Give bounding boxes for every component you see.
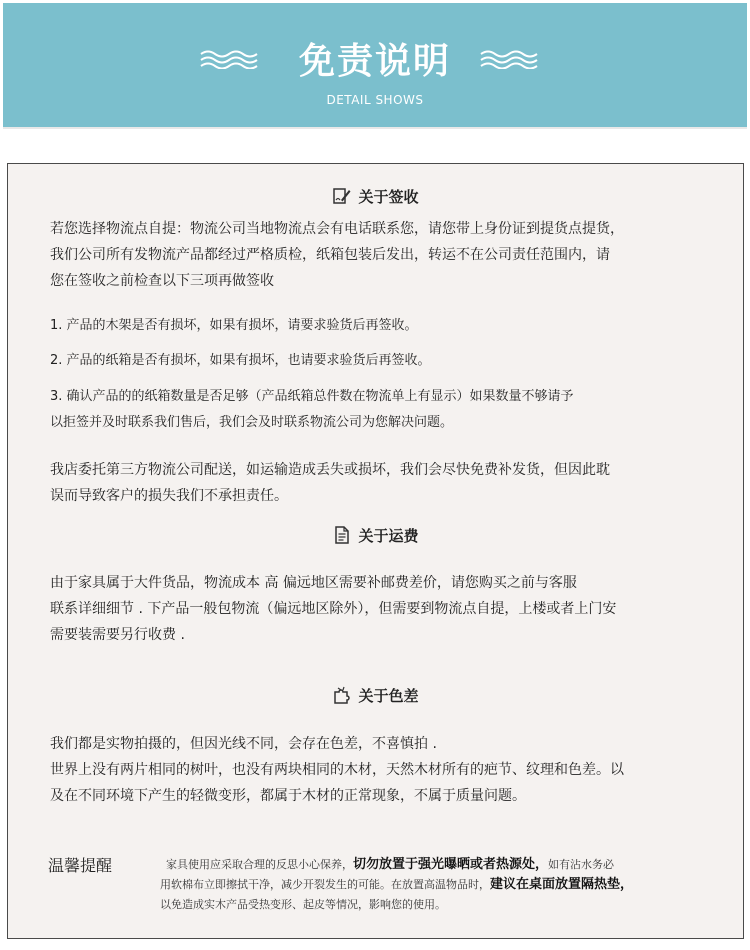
shipping-line: 联系详细细节 . 下产品一般包物流（偏远地区除外），但需要到物流点自提，上楼或者上门安 <box>50 601 617 617</box>
shipping-text <box>50 570 710 648</box>
tip-text: 如有沾水务必 <box>548 858 615 871</box>
tip-emphasis: 建议在桌面放置隔热垫， <box>490 877 634 892</box>
tip-line-3 <box>160 895 726 915</box>
color-line: 及在不同环境下产生的轻微变形，都属于木材的正常现象，不属于质量问题。 <box>50 788 526 804</box>
tip-title: 温馨提醒 <box>48 856 113 875</box>
receipt-heading <box>8 186 743 207</box>
waves-right-icon <box>479 49 541 69</box>
receipt-item-3 <box>50 384 710 436</box>
receipt-note-line: 误而导致客户的损失我们不承担责任。 <box>50 488 288 504</box>
receipt-intro-line: 若您选择物流点自提：物流公司当地物流点会有电话联系您，请您带上身份证到提货点提货， <box>50 221 624 237</box>
tip-text: 以免造成实木产品受热变形、起皮等情况，影响您的使用。 <box>160 898 446 911</box>
disclaimer-panel <box>7 163 744 939</box>
tip-body <box>160 855 726 915</box>
tip-text: 用软棉布立即擦拭干净，减少开裂发生的可能。在放置高温物品时， <box>160 878 490 891</box>
receipt-intro-line: 您在签收之前检查以下三项再做签收 <box>50 273 274 289</box>
receipt-item-1 <box>50 313 710 339</box>
receipt-note-line: 我店委托第三方物流公司配送，如运输造成丢失或损坏，我们会尽快免费补发货，但因此耽 <box>50 462 610 478</box>
shipping-heading <box>8 525 743 546</box>
color-heading-text: 关于色差 <box>358 687 419 705</box>
receipt-item-3-line: 3. 确认产品的的纸箱数量是否足够（产品纸箱总件数在物流单上有显示）如果数量不够请予 <box>50 389 574 404</box>
shipping-heading-text: 关于运费 <box>358 527 419 545</box>
shipping-line: 由于家具属于大件货品，物流成本 高 偏远地区需要补邮费差价，请您购买之前与客服 <box>50 575 577 591</box>
color-line: 我们都是实物拍摄的，但因光线不同，会存在色差，不喜慎拍 . <box>50 736 437 752</box>
document-icon <box>332 525 352 545</box>
tip-line-1 <box>166 855 726 875</box>
puzzle-icon <box>332 685 352 705</box>
receipt-item-1-text: 1. 产品的木架是否有损坏，如果有损坏，请要求验货后再签收。 <box>50 318 418 333</box>
tip-emphasis: 切勿放置于强光曝晒或者热源处， <box>353 857 549 872</box>
color-heading <box>8 685 743 706</box>
tip-line-2 <box>160 875 726 895</box>
tip-text: 家具使用应采取合理的反思小心保养， <box>166 858 353 871</box>
banner-title: 免责说明 <box>298 40 451 82</box>
shipping-line: 需要装需要另行收费 . <box>50 627 185 643</box>
receipt-item-3-line: 以拒签并及时联系我们售后，我们会及时联系物流公司为您解决问题。 <box>50 415 454 430</box>
receipt-intro-line: 我们公司所有发物流产品都经过严格质检，纸箱包装后发出，转运不在公司责任范围内，请 <box>50 247 610 263</box>
receipt-note <box>50 457 710 509</box>
color-line: 世界上没有两片相同的树叶，也没有两块相同的木材，天然木材所有的疤节、纹理和色差。以 <box>50 762 624 778</box>
receipt-heading-text: 关于签收 <box>358 188 419 206</box>
receipt-item-2 <box>50 348 710 374</box>
header-banner <box>3 3 747 129</box>
banner-subtitle: DETAIL SHOWS <box>326 93 424 107</box>
signature-pen-icon <box>332 186 352 206</box>
receipt-intro <box>50 216 710 294</box>
receipt-item-2-text: 2. 产品的纸箱是否有损坏，如果有损坏，也请要求验货后再签收。 <box>50 353 431 368</box>
color-text <box>50 731 710 809</box>
